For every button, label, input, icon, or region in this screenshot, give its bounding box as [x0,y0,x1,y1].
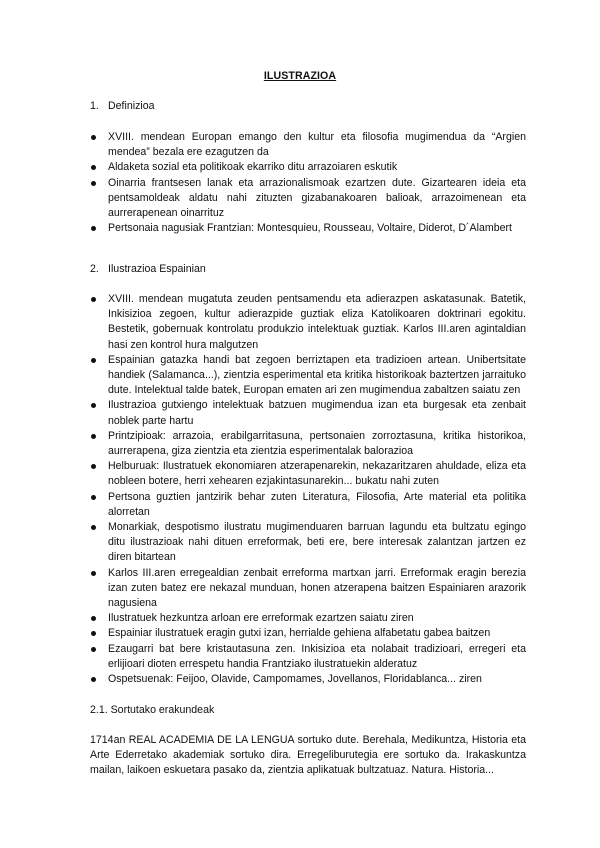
section-2-bullet-list [90,292,526,687]
list-item [90,176,526,222]
section-2-number: 2. [90,263,99,275]
list-item-text: Espainiar ilustratuek eragin gutxi izan, herrialde gehiena alfabetatu gabea baitzen [108,627,491,640]
section-1-title: Definizioa [108,100,155,112]
list-item-text: Aldaketa sozial eta politikoak ekarriko ditu arrazoiaren eskutik [108,161,398,174]
list-item [90,490,526,520]
list-item-text: Printzipioak: arrazoia, erabilgarritasuna, pertsonaien zorroztasuna, kritika historikoa, aurrerapena, giza zientzia eta zientzia esperimentalak balorazioa [108,429,526,458]
list-item-text: Helburuak: Ilustratuek ekonomiaren atzerapenarekin, nekazaritzaren ahuldade, eliza eta nobleen botere, herri xehearen ezjakintasunarekin... bukatu nahi zuten [108,460,526,488]
bullet-icon [91,616,96,621]
list-item [90,611,526,626]
bullet-icon [91,571,96,576]
list-item-text: XVIII. mendean Europan emango den kultur eta filosofia mugimendua da “Argien mendea” bezala ere ezagutzen da [108,131,526,159]
list-item-text: Pertsonaia nagusiak Frantzian: Montesquieu, Rousseau, Voltaire, Diderot, D´Alambert [108,222,512,235]
list-item-text: Oinarria frantsesen lanak eta arrazionalismoak ezartzen dute. Gizartearen ideia eta pentsamoldeak aldatu nahi zituzten gizabanakoaren balioak, arrazoimenean eta aurrerapenean oinarrituz [108,176,526,220]
section-1-number: 1. [90,100,99,112]
list-item [90,642,526,672]
list-item-text: Pertsona guztien jantzirik behar zuten Literatura, Filosofia, Arte material eta politika alorretan [108,490,526,518]
list-item-text: XVIII. mendean mugatuta zeuden pentsamendu eta adierazpen askatasunak. Batetik, Inkisizioa zegoen, kultur adierazpide guztiak eliza Katolikoaren doktrinari egokitu. Bestetik, gobernuak kontrolatu produkzio intelektuak guztiak. Karlos III.aren agintaldian hasi zen kontrol hura malgutzen [108,293,526,351]
list-item-text: Monarkiak, despotismo ilustratu mugimenduaren barruan lagundu eta bultzatu egingo ditu ilustrazioak nahi dituen erreformak, beti ere, bere interesak zalantzan jartzen ez diren bitartean [108,521,526,564]
bullet-icon [91,403,96,408]
bullet-icon [91,358,96,363]
list-item [90,520,526,566]
bullet-icon [91,677,96,682]
list-item [90,130,526,160]
bullet-icon [91,135,96,140]
list-item-text: Ospetsuenak: Feijoo, Olavide, Campomames, Jovellanos, Floridablanca... ziren [108,673,482,686]
bullet-icon [91,297,96,302]
bullet-icon [91,181,96,186]
bullet-icon [91,165,96,170]
bullet-icon [91,647,96,652]
list-item [90,398,526,428]
page-title: ILUSTRAZIOA [263,70,337,82]
section-2-title: Ilustrazioa Espainian [108,263,206,275]
list-item-text: Ilustrazioa gutxiengo intelektuak batzuen mugimendua izan eta burgesak eta zenbait noblek parte hartu [108,399,526,427]
list-item [90,566,526,612]
list-item-text: Karlos III.aren erregealdian zenbait erreforma martxan jarri. Erreformak eragin berezia izan zuten batez ere nekazal munduan, honen atzerapena baitzen Espainiaren arazorik nagusiena [108,566,526,610]
list-item [90,672,526,687]
list-item-text: Ezaugarri bat bere kristautasuna zen. Inkisizioa eta nolabait tradizioari, erregeri eta erlijioari dioten errespetu handia Frantziako ilustratuekin alderatuz [108,642,526,670]
section-1-heading [90,99,155,114]
list-item [90,160,526,175]
list-item [90,292,526,353]
bullet-icon [91,464,96,469]
section-2-heading [90,262,206,277]
section-1-bullet-list [90,130,526,236]
bullet-icon [91,495,96,500]
list-item [90,221,526,236]
subsection-2-1-heading: 2.1. Sortutako erakundeak [90,704,215,716]
list-item-text: Ilustratuek hezkuntza arloan ere erreformak ezartzen saiatu ziren [108,612,414,625]
bullet-icon [91,525,96,530]
list-item [90,353,526,399]
list-item [90,626,526,641]
list-item [90,429,526,459]
subsection-2-1-paragraph: 1714an REAL ACADEMIA DE LA LENGUA sortuko dute. Berehala, Medikuntza, Historia eta Arte Ederretako akademiak sortuko dira. Erregeliburutegia ere sortuko da. Irakaskuntza mailan, laikoen eskuetara pasako da, zientzia aplikatuak bultzatuaz. Natura. Historia... [90,734,526,777]
list-item [90,459,526,489]
bullet-icon [91,226,96,231]
bullet-icon [91,434,96,439]
bullet-icon [91,631,96,636]
list-item-text: Espainian gatazka handi bat zegoen berriztapen eta tradizioen artean. Unibertsitate handiek (Salamanca...), zientzia esperimental eta kritika historikoak baztertzen jarraituko dute. Intelektual talde batek, Europan ematen ari zen mugimendua zabaltzen saiatu zen [108,353,526,397]
